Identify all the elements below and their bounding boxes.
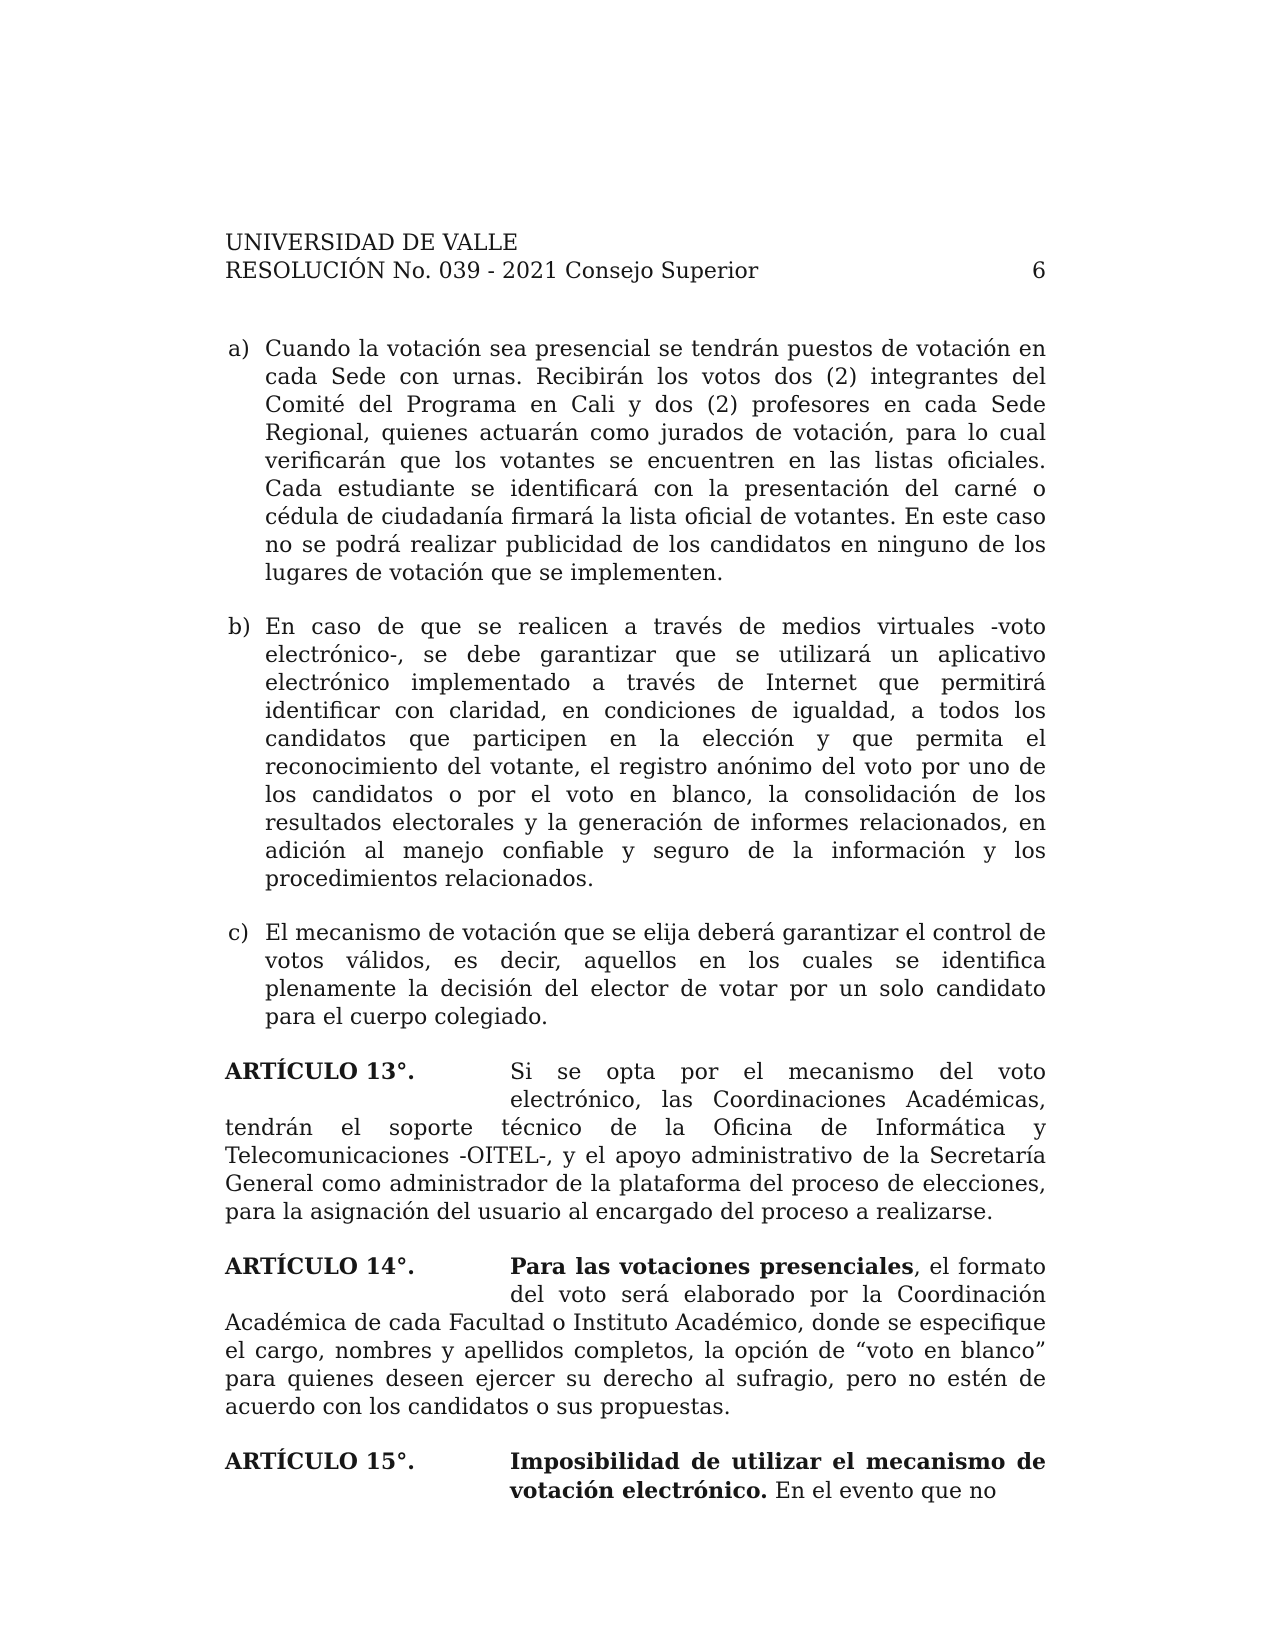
university-name: UNIVERSIDAD DE VALLE bbox=[225, 231, 519, 256]
article-bold-lead: Imposibilidad de utilizar el mecanismo de votación electrónico. bbox=[510, 1449, 1046, 1504]
article-15 bbox=[225, 1448, 1046, 1506]
header-university-line bbox=[225, 230, 1046, 258]
article-text: Si se opta por el mecanismo del voto electrónico, las Coordinaciones Académicas, tendrán el soporte técnico de la Oficina de Informática y Telecomunicaciones -OITEL-, y el apoyo administrativo de la Secretaría General como administrador de la plataforma del proceso de elecciones, para la asignación del usuario al encargado del proceso a realizarse. bbox=[225, 1060, 1046, 1225]
list-text: Cuando la votación sea presencial se tendrán puestos de votación en cada Sede con urnas. Recibirán los votos dos (2) integrantes del Comité del Programa en Cali y dos (2) profesores en cada Sede Regional, quienes actuarán como jurados de votación, para lo cual verificarán que los votantes se encuentren en las listas oficiales. Cada estudiante se identificará con la presentación del carné o cédula de ciudadanía firmará la lista oficial de votantes. En este caso no se podrá realizar publicidad de los candidatos en ninguno de los lugares de votación que se implementen. bbox=[265, 337, 1046, 586]
list-text: El mecanismo de votación que se elija deberá garantizar el control de votos válidos, es decir, aquellos en los cuales se identifica plenamente la decisión del elector de votar por un solo candidato para el cuerpo colegiado. bbox=[265, 921, 1046, 1030]
list-marker: c) bbox=[228, 921, 249, 946]
list-item-a bbox=[225, 336, 1046, 588]
document-body bbox=[225, 336, 1046, 1506]
list-text: En caso de que se realicen a través de medios virtuales -voto electrónico-, se debe garantizar que se utilizará un aplicativo electrónico implementado a través de Internet que permitirá identificar con claridad, en condiciones de igualdad, a todos los candidatos que participen en la elección y que permita el reconocimiento del votante, el registro anónimo del voto por uno de los candidatos o por el voto en blanco, la consolidación de los resultados electorales y la generación de informes relacionados, en adición al manejo confiable y seguro de la información y los procedimientos relacionados. bbox=[265, 615, 1046, 892]
list-marker: a) bbox=[228, 337, 250, 362]
article-paragraph bbox=[225, 1253, 1046, 1422]
page-number: 6 bbox=[1032, 259, 1046, 284]
article-paragraph bbox=[225, 1448, 1046, 1506]
article-text: En el evento que no bbox=[767, 1479, 997, 1504]
list-item-b bbox=[225, 614, 1046, 894]
article-13 bbox=[225, 1058, 1046, 1227]
article-14 bbox=[225, 1253, 1046, 1422]
article-label: ARTÍCULO 14°. bbox=[225, 1254, 415, 1280]
article-paragraph bbox=[225, 1058, 1046, 1227]
article-bold-lead: Para las votaciones presenciales bbox=[510, 1254, 914, 1280]
list-marker: b) bbox=[228, 615, 251, 640]
article-label: ARTÍCULO 15°. bbox=[225, 1449, 415, 1475]
article-label: ARTÍCULO 13°. bbox=[225, 1059, 415, 1085]
resolution-title: RESOLUCIÓN No. 039 - 2021 Consejo Superior bbox=[225, 259, 759, 284]
header-resolution-line bbox=[225, 258, 1046, 286]
page-header bbox=[225, 230, 1046, 286]
article-text: , el formato del voto será elaborado por la Coordinación Académica de cada Facultad o Instituto Académico, donde se especifique el cargo, nombres y apellidos completos, la opción de “voto en blanco” para quienes deseen ejercer su derecho al sufragio, pero no estén de acuerdo con los candidatos o sus propuestas. bbox=[225, 1255, 1046, 1420]
list-item-c bbox=[225, 920, 1046, 1032]
